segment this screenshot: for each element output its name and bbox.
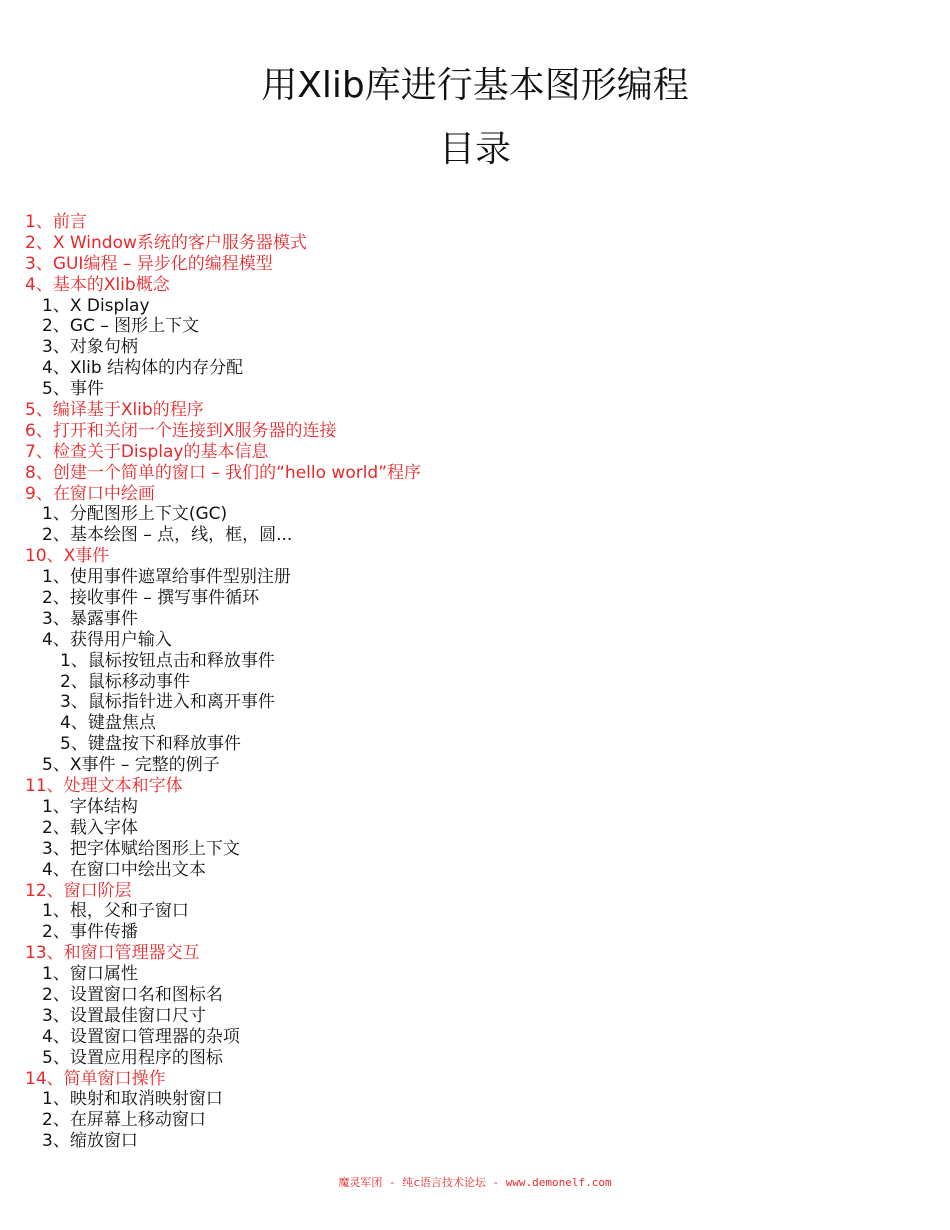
toc-subsubsection[interactable]: 3、鼠标指针进入和离开事件 — [60, 692, 275, 713]
toc-section[interactable]: 7、检查关于Display的基本信息 — [25, 441, 269, 462]
table-of-contents — [25, 212, 925, 1152]
toc-section[interactable]: 12、窗口阶层 — [25, 880, 132, 901]
toc-subsubsection[interactable]: 1、鼠标按钮点击和释放事件 — [60, 650, 275, 671]
toc-subsection[interactable]: 2、基本绘图 – 点，线，框，圆... — [42, 525, 293, 546]
toc-section[interactable]: 13、和窗口管理器交互 — [25, 943, 200, 964]
toc-subsection[interactable]: 2、载入字体 — [42, 817, 138, 838]
toc-subsection[interactable]: 3、设置最佳窗口尺寸 — [42, 1005, 206, 1026]
toc-subsection[interactable]: 2、在屏幕上移动窗口 — [42, 1110, 206, 1131]
toc-subsection[interactable]: 2、GC – 图形上下文 — [42, 316, 200, 337]
toc-section[interactable]: 5、编译基于Xlib的程序 — [25, 400, 204, 421]
toc-subsection[interactable]: 1、映射和取消映射窗口 — [42, 1089, 223, 1110]
toc-subsection[interactable]: 4、Xlib 结构体的内存分配 — [42, 358, 244, 379]
toc-subsection[interactable]: 2、接收事件 – 撰写事件循环 — [42, 588, 260, 609]
toc-subsection[interactable]: 1、窗口属性 — [42, 964, 138, 985]
toc-subsection[interactable]: 3、对象句柄 — [42, 337, 138, 358]
toc-section[interactable]: 11、处理文本和字体 — [25, 776, 183, 797]
toc-subsection[interactable]: 1、根，父和子窗口 — [42, 901, 189, 922]
toc-subsubsection[interactable]: 4、键盘焦点 — [60, 713, 156, 734]
toc-subsubsection[interactable]: 2、鼠标移动事件 — [60, 671, 190, 692]
toc-subsection[interactable]: 3、暴露事件 — [42, 608, 138, 629]
toc-section[interactable]: 10、X事件 — [25, 546, 110, 567]
toc-section[interactable]: 1、前言 — [25, 212, 87, 232]
toc-section[interactable]: 8、创建一个简单的窗口 – 我们的“hello world”程序 — [25, 462, 422, 483]
toc-subsection[interactable]: 2、事件传播 — [42, 922, 138, 943]
toc-section[interactable]: 6、打开和关闭一个连接到X服务器的连接 — [25, 420, 337, 441]
toc-subsection[interactable]: 3、缩放窗口 — [42, 1131, 138, 1152]
toc-section[interactable]: 4、基本的Xlib概念 — [25, 274, 170, 295]
toc-section[interactable]: 14、简单窗口操作 — [25, 1068, 166, 1089]
toc-subsection[interactable]: 4、在窗口中绘出文本 — [42, 859, 206, 880]
toc-heading: 目录 — [438, 129, 511, 170]
toc-subsection[interactable]: 5、X事件 – 完整的例子 — [42, 755, 220, 776]
toc-subsection[interactable]: 1、分配图形上下文(GC) — [42, 504, 228, 525]
toc-subsection[interactable]: 1、X Display — [42, 295, 150, 316]
toc-section[interactable]: 9、在窗口中绘画 — [25, 483, 155, 504]
toc-subsection[interactable]: 3、把字体赋给图形上下文 — [42, 838, 240, 859]
toc-section[interactable]: 2、X Window系统的客户服务器模式 — [25, 232, 307, 253]
toc-subsection[interactable]: 1、使用事件遮罩给事件型别注册 — [42, 567, 291, 588]
document-title: 用Xlib库进行基本图形编程 — [261, 65, 689, 106]
toc-subsection[interactable]: 5、事件 — [42, 379, 104, 400]
toc-subsection[interactable]: 2、设置窗口名和图标名 — [42, 984, 223, 1005]
toc-section[interactable]: 3、GUI编程 – 异步化的编程模型 — [25, 253, 273, 274]
toc-subsection[interactable]: 4、获得用户输入 — [42, 629, 172, 650]
toc-subsection[interactable]: 1、字体结构 — [42, 796, 138, 817]
toc-subsubsection[interactable]: 5、键盘按下和释放事件 — [60, 734, 241, 755]
page-footer: 魔灵军团 - 纯c语言技术论坛 - www.demonelf.com — [338, 1176, 612, 1189]
toc-subsection[interactable]: 4、设置窗口管理器的杂项 — [42, 1026, 240, 1047]
toc-subsection[interactable]: 5、设置应用程序的图标 — [42, 1047, 223, 1068]
